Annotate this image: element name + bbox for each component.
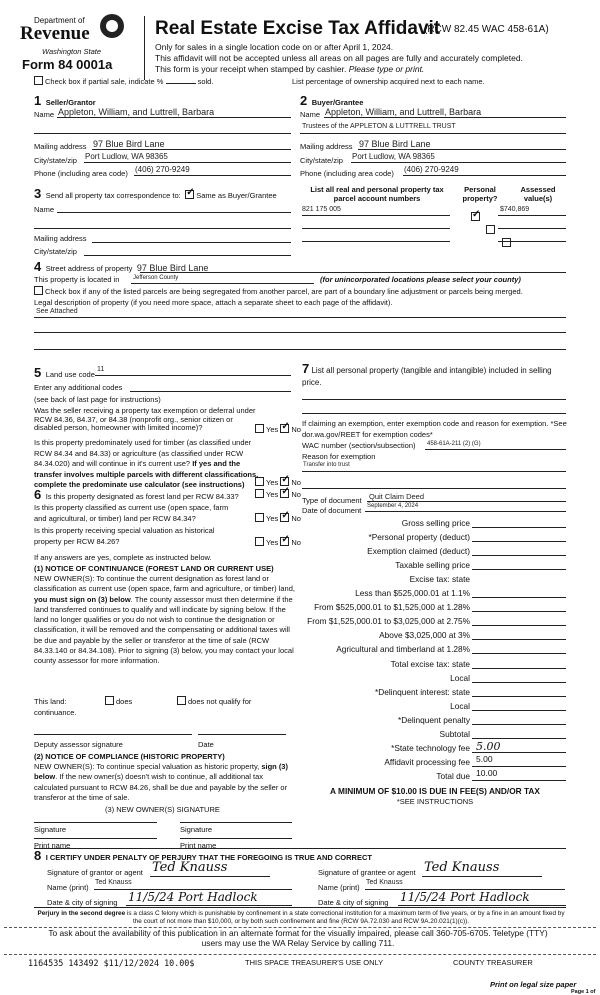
yes-label: Yes [266, 514, 279, 523]
personal-property-checkbox[interactable] [486, 225, 495, 234]
yes-checkbox[interactable] [255, 513, 264, 522]
grantee-date-label: Date & city of signing [318, 898, 389, 907]
notice-continuance-title: (1) NOTICE OF CONTINUANCE (FOREST LAND OR CURRENT USE) [34, 564, 274, 573]
assessed-header [508, 185, 568, 203]
seller-name-label: Name [34, 110, 55, 119]
tax-row-label: Agricultural and timberland at 1.28% [336, 644, 470, 655]
personal-property-checkbox[interactable] [502, 238, 511, 247]
grantor-date-label: Date & city of signing [47, 898, 118, 907]
yes-label: Yes [266, 425, 279, 434]
yes-checkbox[interactable] [255, 489, 264, 498]
page-number: Page 1 of [571, 989, 596, 995]
buyer-phone-label: Phone (including area code) [300, 169, 394, 178]
section-number: 5 [34, 365, 42, 380]
tax-row-field[interactable] [472, 625, 566, 626]
yes-checkbox[interactable] [255, 537, 264, 546]
reason-field[interactable]: Transfer into trust [303, 462, 350, 468]
tax-row-label: Subtotal [439, 728, 470, 739]
section-number: 3 [34, 186, 42, 201]
doc-type-field[interactable]: Quit Claim Deed [369, 492, 425, 501]
header-line: Only for sales in a single location code on or after April 1, 2024. [155, 42, 394, 52]
parcel-header-line: parcel account numbers [333, 194, 421, 203]
receipt-stamp: 1164535 143492 $11/12/2024 10.00$ [28, 958, 195, 968]
forest-question: Is this property designated as forest land per RCW 84.33? [45, 492, 239, 501]
tax-row-field[interactable] [472, 555, 566, 556]
dor-logo [20, 14, 140, 82]
grantor-date-field[interactable]: 11/5/24 Port Hadlock [128, 890, 258, 904]
buyer-city-field[interactable]: Port Ludlow, WA 98365 [352, 152, 435, 161]
doc-date-label: Date of document [302, 506, 362, 515]
treasurer-use-label: THIS SPACE TREASURER'S USE ONLY [245, 958, 384, 967]
tax-row-label: Less than $525,000.01 at 1.1% [355, 588, 470, 599]
buyer-name-field[interactable]: Appleton, William, and Luttrell, Barbara [325, 107, 482, 117]
header-line-text: This form is your receipt when stamped by cashier. [155, 64, 349, 74]
tax-row-field[interactable] [472, 696, 566, 697]
personal-header-line: Personal [464, 185, 496, 194]
tax-row-value[interactable]: 10.00 [476, 767, 498, 778]
owner-print-field[interactable] [180, 838, 292, 839]
partial-sale-row [34, 76, 213, 86]
doc-type-label: Type of document [302, 496, 362, 505]
corr-mail-field[interactable] [92, 242, 291, 243]
certify-text: I CERTIFY UNDER PENALTY OF PERJURY THAT THE FOREGOING IS TRUE AND CORRECT [45, 853, 372, 862]
buyer-mail-label: Mailing address [300, 142, 353, 151]
owner-print-field[interactable] [34, 838, 157, 839]
segregated-row [34, 286, 523, 296]
does-row [105, 696, 132, 706]
corr-mail-label: Mailing address [34, 234, 87, 243]
buyer-mail-field[interactable]: 97 Blue Bird Lane [359, 139, 431, 149]
see-back-note: (see back of last page for instructions) [34, 395, 161, 404]
yes-label: Yes [266, 478, 279, 487]
street-field[interactable]: 97 Blue Bird Lane [136, 263, 209, 273]
tax-row-label: Local [450, 700, 470, 711]
legal-description-field[interactable]: See Attached [36, 308, 78, 315]
tax-row-value[interactable]: 5.00 [476, 753, 493, 764]
seller-mail-label: Mailing address [34, 142, 87, 151]
grantee-date-field[interactable]: 11/5/24 Port Hadlock [400, 890, 530, 904]
signature-label: Signature [34, 825, 67, 834]
perjury-bold: Perjury in the second degree [37, 910, 126, 917]
perjury-text: is a class C felony which is punishable by confinement in a state correctional institution for a maximum term of five years, or by a fine in an amount fixed by the court of not more than $10,000, or by both such confinement and fine (RCW 9A.72.030 and RCW 9A.20.021(1)(c)). [125, 910, 565, 925]
partial-sale-label: Check box if partial sale, indicate % [45, 77, 164, 86]
correspondence-heading [34, 185, 277, 203]
logo-state-text: Washington State [42, 47, 102, 56]
seller-name-field[interactable]: Appleton, William, and Luttrell, Barbara [58, 107, 215, 117]
historical-question: Is this property receiving special valuation as historical property per RCW 84.26? [34, 526, 215, 546]
wac-field[interactable]: 458-61A-211 (2) (G) [427, 441, 481, 447]
located-label: This property is located in [34, 275, 120, 284]
seller-mail-field[interactable]: 97 Blue Bird Lane [93, 139, 165, 149]
reason-label: Reason for exemption [302, 452, 376, 461]
seller-city-label: City/state/zip [34, 156, 77, 165]
same-as-buyer-checkbox[interactable] [185, 190, 194, 199]
timber-question-text: Is this property predominately used for timber (as classified under RCW 84.34 and 84.33) or agriculture (as classified under RCW 84.34.020) and will continue in it's current use? [34, 438, 252, 468]
date-label: Date [198, 740, 214, 749]
corr-city-field[interactable] [84, 255, 291, 256]
yes-checkbox[interactable] [255, 424, 264, 433]
parcel-header-line: List all real and personal property tax [310, 185, 444, 194]
personal-property-field[interactable] [302, 399, 566, 400]
no-checkbox[interactable] [280, 424, 289, 433]
doc-date-field[interactable]: September 4, 2024 [367, 503, 419, 509]
tax-row-label: *Delinquent interest: state [374, 686, 470, 697]
parcel-header [302, 185, 452, 203]
located-note: (for unincorporated locations please select your county) [320, 275, 521, 284]
tax-row-label: Excise tax: state [409, 574, 470, 585]
correspondence-label: Send all property tax correspondence to: [45, 191, 181, 200]
seller-title: Seller/Grantor [45, 98, 96, 107]
deputy-date-field[interactable] [198, 734, 286, 735]
tax-row-value[interactable]: 5.00 [476, 739, 501, 753]
yes-checkbox[interactable] [255, 477, 264, 486]
additional-codes-label: Enter any additional codes [34, 383, 123, 392]
yes-label: Yes [266, 490, 279, 499]
assessed-value-field[interactable]: $740,869 [500, 206, 530, 213]
personal-header [455, 185, 505, 203]
street-label: Street address of property [45, 264, 133, 273]
partial-sale-checkbox[interactable] [34, 76, 43, 85]
forest-yes-no [255, 489, 301, 499]
timber-question-bold: If yes and the transfer involves multiple parcels with different classifications, complete the predominate use calculator (see instructions) [34, 459, 259, 489]
does-checkbox[interactable] [105, 696, 114, 705]
tax-row-field[interactable] [472, 569, 566, 570]
section-number: 4 [34, 259, 42, 274]
no-checkbox[interactable] [280, 477, 289, 486]
land-use-label: Land use code [45, 370, 95, 379]
segregated-checkbox[interactable] [34, 286, 43, 295]
grantee-signature[interactable]: Ted Knauss [424, 860, 500, 875]
deputy-signature-field[interactable] [34, 734, 192, 735]
partial-pct-field[interactable] [166, 83, 196, 84]
does-label: does [116, 697, 133, 706]
tax-row-field[interactable] [472, 541, 566, 542]
tax-row-label: Total due [436, 770, 470, 781]
notice-text: NEW OWNER(S): To continue the current designation as forest land or classification as current use (open space, farm and agriculture, or timber) land, [34, 574, 295, 594]
perjury-notice [36, 910, 566, 925]
tax-row-field[interactable] [472, 780, 566, 781]
logo-revenue-text: Revenue [20, 23, 90, 44]
street-row [34, 258, 208, 276]
notice-bold: sign (3) below [34, 762, 288, 782]
buyer-name2-field[interactable]: Trustees of the APPLETON & LUTTRELL TRUST [302, 123, 456, 130]
this-land-label: This land: [34, 697, 67, 706]
tax-row-field[interactable] [472, 738, 566, 739]
tax-row-field[interactable] [472, 668, 566, 669]
personal-property-label [302, 363, 567, 389]
timber-question [34, 438, 259, 491]
tty-notice: To ask about the availability of this publication in an alternate format for the visually impaired, please call 360-705-6705. Teletype (TTY) users may use the WA Relay Service by calling 711. [48, 928, 548, 948]
assessed-header-line: Assessed [520, 185, 556, 194]
personal-header-line: property? [462, 194, 498, 203]
deputy-label: Deputy assessor signature [34, 740, 123, 749]
seller-city-field[interactable]: Port Ludlow, WA 98365 [85, 152, 168, 161]
continuance-label: continuance. [34, 708, 77, 717]
tax-row-field[interactable] [472, 724, 566, 725]
logo-emblem-icon [100, 14, 124, 38]
tax-row-field[interactable] [472, 611, 566, 612]
exemption-instructions: If claiming an exemption, enter exemption code and reason for exemption. *See dor.wa.gov/REET for exemption codes* [302, 419, 567, 439]
see-instructions-note: *SEE INSTRUCTIONS [396, 797, 474, 806]
same-as-buyer-label: Same as Buyer/Grantee [196, 191, 277, 200]
tax-row-field[interactable] [472, 682, 566, 683]
corr-city-label: City/state/zip [34, 247, 77, 256]
no-label: No [291, 425, 301, 434]
tax-row-label: Taxable selling price [395, 560, 470, 571]
grantor-sig-label: Signature of grantor or agent [47, 868, 143, 877]
assessed-header-line: value(s) [523, 194, 553, 203]
tax-row-label: Affidavit processing fee [384, 756, 470, 767]
tax-row-label: *Delinquent penalty [398, 714, 470, 725]
buyer-title: Buyer/Grantee [311, 98, 364, 107]
buyer-phone-field[interactable]: (406) 270-9249 [404, 165, 459, 174]
legal-paper-note: Print on legal size paper [490, 980, 577, 989]
owner-signature-field[interactable] [34, 822, 157, 823]
tax-row-field[interactable] [472, 653, 566, 654]
no-label: No [291, 478, 301, 487]
grantor-name-field[interactable]: Ted Knauss [95, 879, 132, 886]
minimum-due-note: A MINIMUM OF $10.00 IS DUE IN FEE(S) AND/OR TAX [330, 786, 540, 796]
no-checkbox[interactable] [280, 537, 289, 546]
header-line-italic: Please type or print. [348, 64, 425, 74]
if-yes-note: If any answers are yes, complete as instructed below. [34, 553, 212, 562]
owner-signature-field[interactable] [180, 822, 292, 823]
form-number: Form 84 0001a [22, 57, 113, 72]
ownership-note: List percentage of ownership acquired next to each name. [292, 77, 485, 86]
notice-continuance-text [34, 574, 296, 667]
grantor-signature[interactable]: Ted Knauss [152, 860, 228, 875]
notice-text: . The county assessor must then determine if the land transferred continues to qualify and will indicate by signing below. If the land no longer qualifies or you do not wish to continue the designation or classification, it will be removed and the compensating or additional taxes will be due and payable by the seller or transferor at the time of sale (RCW 84.33.140 or 84.34.108). Prior to signing (3) below, you may contact your local county assessor for more information. [34, 594, 294, 666]
tax-row-field[interactable] [472, 597, 566, 598]
tax-row-label: *Personal property (deduct) [368, 532, 470, 543]
notice-compliance-text [34, 762, 296, 803]
notice-compliance-title: (2) NOTICE OF COMPLIANCE (HISTORIC PROPERTY) [34, 752, 225, 761]
segregated-label: Check box if any of the listed parcels are being segregated from another parcel, are part of a boundary line adjustment or parcels being merged. [45, 287, 523, 296]
does-not-row [177, 696, 251, 706]
tax-row-label: Local [450, 672, 470, 683]
no-label: No [291, 490, 301, 499]
parcel-number-field[interactable]: 821 175 005 [302, 206, 341, 213]
additional-codes-field[interactable] [130, 391, 291, 392]
notice-text: . If the new owner(s) doesn't wish to continue, all additional tax calculated pursuant to RCW 84.26, shall be due and payable by the seller or transferor at the time of sale. [34, 772, 288, 802]
rcw-ref: (RCW 82.45 WAC 458-61A) [424, 24, 549, 35]
section-number: 8 [34, 848, 42, 863]
wac-label: WAC number (section/subsection) [302, 441, 416, 450]
personal-property-text: List all personal property (tangible and intangible) included in selling price. [302, 366, 552, 387]
legal-label: Legal description of property (if you need more space, attach a separate sheet to each page of the affidavit). [34, 298, 393, 307]
partial-sold-label: sold. [197, 77, 214, 86]
header-line: This affidavit will not be accepted unless all areas on all pages are fully and accurately completed. [155, 53, 523, 63]
logo-dept-text: Department of [34, 16, 85, 25]
buyer-city-label: City/state/zip [300, 156, 343, 165]
section-number: 7 [302, 361, 310, 376]
forest-row [34, 486, 239, 504]
print-name-label: Print name [34, 841, 71, 850]
header-divider [144, 16, 145, 80]
seller-phone-label: Phone (including area code) [34, 169, 128, 178]
tax-row-field[interactable] [472, 639, 566, 640]
land-use-row [34, 364, 95, 382]
tax-row-label: Exemption claimed (deduct) [367, 546, 470, 557]
does-not-checkbox[interactable] [177, 696, 186, 705]
tax-row-field[interactable] [472, 710, 566, 711]
section-number: 6 [34, 487, 42, 502]
timber-yes-no [255, 477, 301, 487]
corr-name-label: Name [34, 205, 55, 214]
does-not-label: does not qualify for [188, 697, 252, 706]
yes-label: Yes [266, 538, 279, 547]
grantor-name-label: Name (print) [47, 883, 89, 892]
tax-row-field[interactable] [472, 766, 566, 767]
signature-label: Signature [180, 825, 213, 834]
no-checkbox[interactable] [280, 513, 289, 522]
county-treasurer-label: COUNTY TREASURER [453, 958, 533, 967]
tax-row-label: From $525,000.01 to $1,525,000 at 1.28% [314, 602, 470, 613]
county-select[interactable]: Jefferson County [133, 275, 179, 281]
new-owner-signature-title: (3) NEW OWNER(S) SIGNATURE [105, 805, 220, 814]
personal-property-checkbox[interactable] [471, 212, 480, 221]
no-checkbox[interactable] [280, 489, 289, 498]
tax-row-label: Total excise tax: state [390, 658, 470, 669]
no-label: No [291, 538, 301, 547]
exemption-yes-no [255, 424, 301, 434]
exemption-question: Was the seller receiving a property tax exemption or deferral under RCW 84.36, 84.37, or 84.38 (nonprofit org., senior citizen or disabled person, homeowner with limited income)? [34, 406, 256, 432]
current-use-question: Is this property classified as current use (open space, farm and agricultural, or timber) land per RCW 84.34? [34, 503, 229, 523]
seller-phone-field[interactable]: (406) 270-9249 [135, 165, 190, 174]
section-number: 1 [34, 93, 42, 108]
no-label: No [291, 514, 301, 523]
print-name-label: Print name [180, 841, 217, 850]
grantee-name-field[interactable]: Ted Knauss [366, 879, 403, 886]
section-number: 2 [300, 93, 308, 108]
corr-name-field[interactable] [57, 212, 291, 213]
tax-row-label: Above $3,025,000 at 3% [379, 630, 470, 641]
tax-row-label: Gross selling price [401, 518, 470, 528]
tax-row-label: From $1,525,000.01 to $3,025,000 at 2.75% [307, 616, 470, 627]
tax-row-field[interactable] [472, 527, 566, 528]
grantee-name-label: Name (print) [318, 883, 360, 892]
land-use-code-field[interactable]: 11 [97, 366, 105, 373]
page-title: Real Estate Excise Tax Affidavit [155, 18, 441, 39]
buyer-name-label: Name [300, 110, 321, 119]
grantee-sig-label: Signature of grantee or agent [318, 868, 416, 877]
tax-row-label: *State technology fee [391, 742, 470, 753]
notice-bold: you must sign on (3) below [34, 594, 131, 604]
notice-text: NEW OWNER(S): To continue special valuation as historic property, [34, 762, 262, 771]
header-line [155, 64, 424, 74]
